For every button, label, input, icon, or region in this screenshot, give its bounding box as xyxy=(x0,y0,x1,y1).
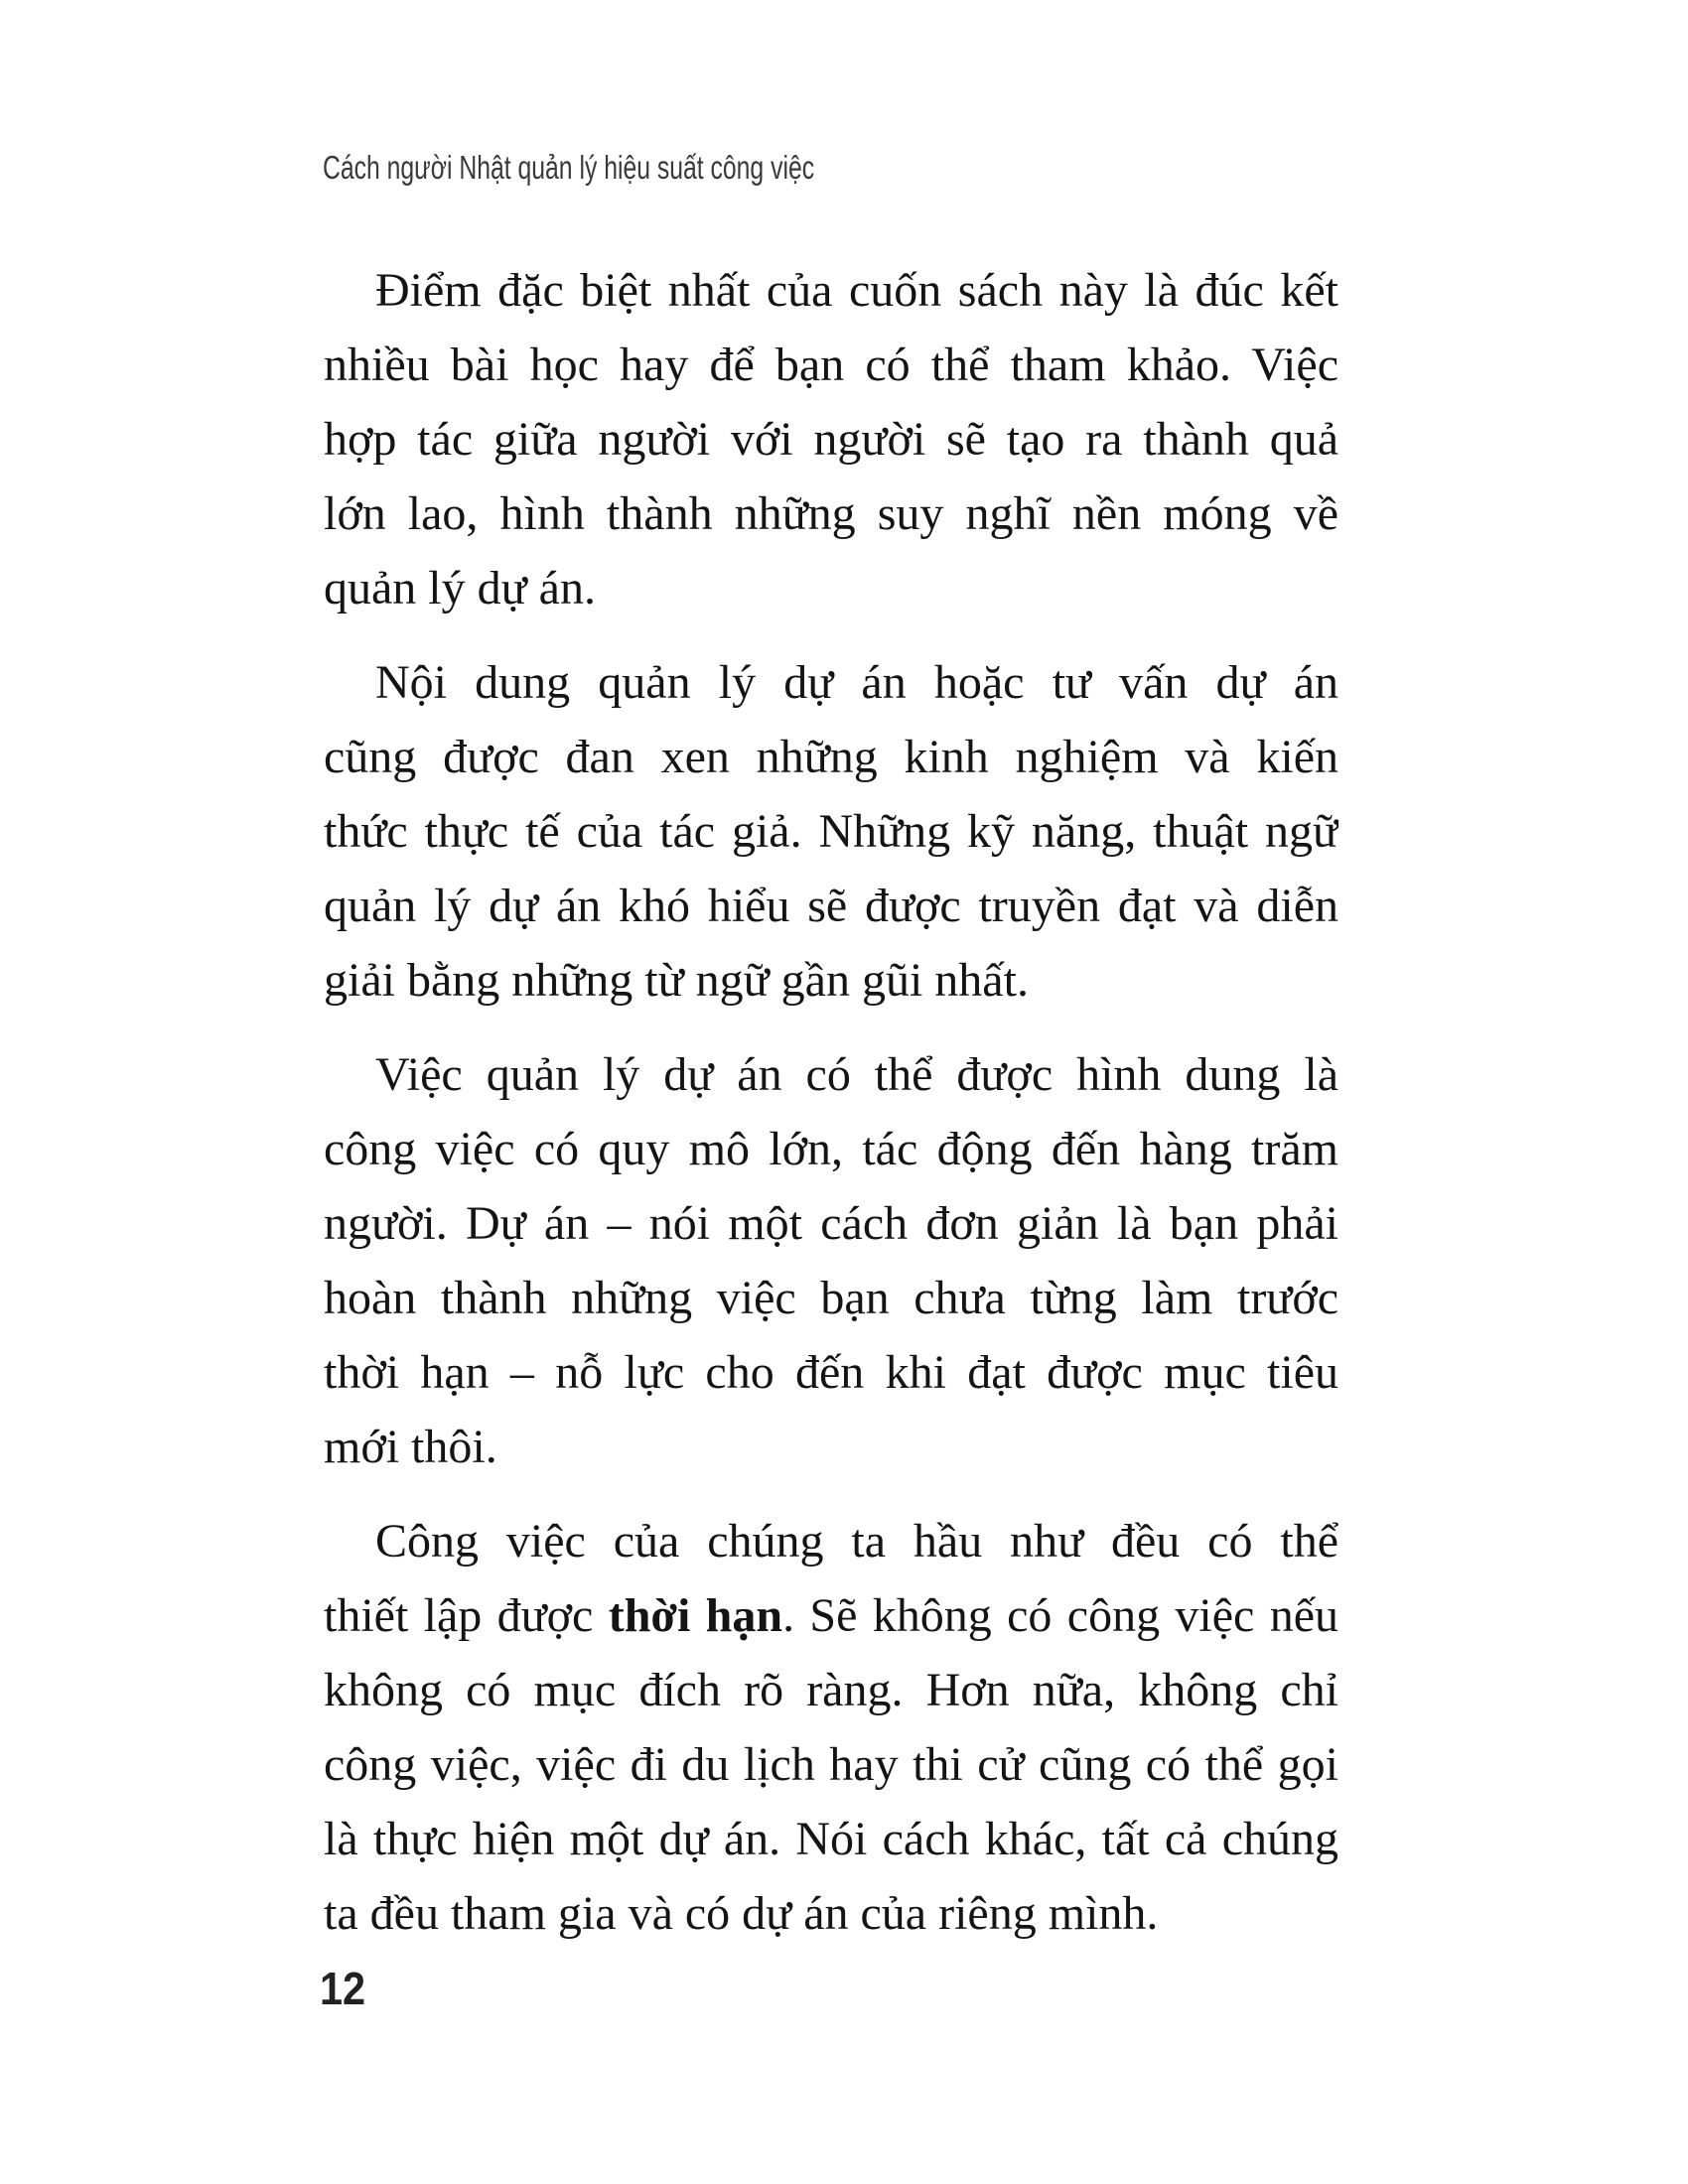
text-line: Việc quản lý dự án có thể được hình dung là xyxy=(375,1048,1338,1101)
text-line xyxy=(324,1578,1338,1653)
text-line: người. Dự án – nói một cách đơn giản là bạn phải xyxy=(324,1197,1338,1250)
text-line: ta đều tham gia và có dự án của riêng mình. xyxy=(324,1887,1159,1940)
text-line: hợp tác giữa người với người sẽ tạo ra thành quả xyxy=(324,413,1338,466)
page-number: 12 xyxy=(320,1963,366,2014)
text-line: công việc có quy mô lớn, tác động đến hàng trăm xyxy=(324,1123,1338,1175)
text-line: quản lý dự án. xyxy=(324,562,596,614)
text-line: thời hạn – nỗ lực cho đến khi đạt được mục tiêu xyxy=(324,1346,1338,1399)
text-line: Nội dung quản lý dự án hoặc tư vấn dự án xyxy=(375,656,1338,709)
text-line: là thực hiện một dự án. Nói cách khác, tất cả chúng xyxy=(324,1813,1338,1865)
text-line: mới thôi. xyxy=(324,1421,497,1473)
text-line: không có mục đích rõ ràng. Hơn nữa, không chỉ xyxy=(324,1664,1338,1716)
text-line: giải bằng những từ ngữ gần gũi nhất. xyxy=(324,954,1029,1007)
text-line: quản lý dự án khó hiểu sẽ được truyền đạt và diễn xyxy=(324,880,1338,932)
running-header: Cách người Nhật quản lý hiệu suất công việc xyxy=(323,149,815,186)
text-line: Công việc của chúng ta hầu như đều có thể xyxy=(375,1515,1338,1568)
text-line: nhiều bài học hay để bạn có thể tham khảo. Việc xyxy=(324,339,1338,391)
text-line: Điểm đặc biệt nhất của cuốn sách này là đúc kết xyxy=(375,264,1338,317)
text-line: công việc, việc đi du lịch hay thi cử cũng có thể gọi xyxy=(324,1738,1338,1791)
text-line: cũng được đan xen những kinh nghiệm và kiến xyxy=(324,731,1338,783)
bold-phrase: thời hạn xyxy=(608,1589,783,1642)
body-text xyxy=(324,253,1338,1951)
paragraph xyxy=(324,1037,1338,1484)
paragraph xyxy=(324,645,1338,1018)
paragraph xyxy=(324,1504,1338,1951)
text-line: thức thực tế của tác giả. Những kỹ năng, thuật ngữ xyxy=(324,805,1338,858)
paragraph xyxy=(324,253,1338,625)
text-segment: . Sẽ không có công việc nếu xyxy=(782,1589,1338,1642)
text-line: hoàn thành những việc bạn chưa từng làm trước xyxy=(324,1272,1338,1324)
text-line: lớn lao, hình thành những suy nghĩ nền móng về xyxy=(324,487,1338,540)
text-segment: thiết lập được xyxy=(324,1589,609,1642)
